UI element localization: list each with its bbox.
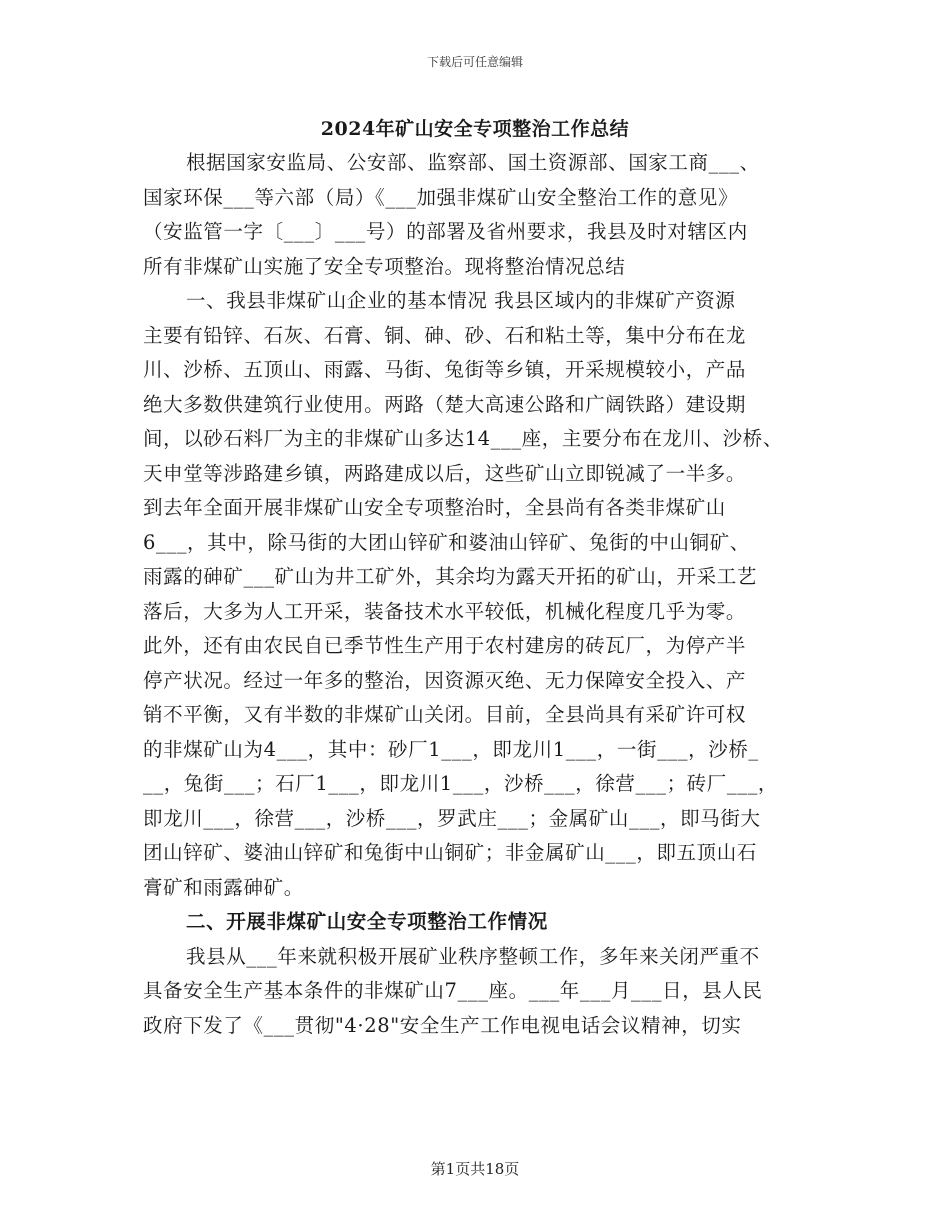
text-line: 绝大多数供建筑行业使用。两路（楚大高速公路和广阔铁路）建设期: [143, 392, 747, 416]
text-line: 政府下发了《___贯彻"4·28"安全生产工作电视电话会议精神，切实: [143, 1013, 742, 1037]
text-line: 团山锌矿、婆油山锌矿和兔街中山铜矿；非金属矿山___，即五顶山石: [143, 841, 757, 864]
text-line: 销不平衡，又有半数的非煤矿山关闭。目前，全县尚具有采矿许可权: [143, 703, 747, 726]
text-line: 一、我县非煤矿山企业的基本情况 我县区域内的非煤矿产资源: [186, 289, 736, 312]
text-line: 停产状况。经过一年多的整治，因资源灭绝、无力保障安全投入、产: [143, 668, 747, 692]
text-line: 膏矿和雨露砷矿。: [143, 875, 304, 899]
header-note: 下载后可任意编辑: [426, 55, 523, 69]
text-line: __，兔街___；石厂1___，即龙川1___，沙桥___，徐营___；砖厂___，: [143, 772, 779, 795]
text-line: 根据国家安监局、公安部、监察部、国土资源部、国家工商___、: [186, 151, 760, 174]
text-line: 我县从___年来就积极开展矿业秩序整顿工作，多年来关闭严重不: [186, 944, 760, 968]
text-line: 天申堂等涉路建乡镇，两路建成以后，这些矿山立即锐减了一半多。: [143, 461, 747, 485]
text-line: 主要有铅锌、石灰、石膏、铜、砷、砂、石和粘土等，集中分布在龙: [143, 323, 747, 347]
text-line: 雨露的砷矿___矿山为井工矿外，其余均为露天开拓的矿山，开采工艺: [143, 565, 757, 588]
document-body: [143, 146, 823, 1043]
section-heading: 二、开展非煤矿山安全专项整治工作情况: [186, 910, 548, 933]
text-line: （安监管一字〔___〕___号）的部署及省州要求，我县及时对辖区内: [143, 220, 748, 243]
text-line: 此外，还有由农民自已季节性生产用于农村建房的砖瓦厂，为停产半: [143, 634, 747, 657]
text-line: 的非煤矿山为4___，其中：砂厂1___，即龙川1___，一街___，沙桥_: [143, 737, 759, 761]
document-title: 2024年矿山安全专项整治工作总结: [320, 118, 630, 140]
text-line: 6___，其中，除马街的大团山锌矿和婆油山锌矿、兔街的中山铜矿、: [143, 530, 750, 554]
text-line: 所有非煤矿山实施了安全专项整治。现将整治情况总结: [143, 254, 626, 278]
page-number: 第1页共18页: [430, 1160, 520, 1178]
text-line: 国家环保___等六部（局）《___加强非煤矿山安全整治工作的意见》: [143, 185, 739, 209]
text-line: 到去年全面开展非煤矿山安全专项整治时，全县尚有各类非煤矿山: [143, 496, 726, 519]
text-line: 川、沙桥、五顶山、雨露、马街、兔街等乡镇，开采规模较小，产品: [143, 358, 747, 381]
text-line: 间，以砂石料厂为主的非煤矿山多达14___座，主要分布在龙川、沙桥、: [143, 427, 783, 450]
text-line: 具备安全生产基本条件的非煤矿山7___座。___年___月___日，县人民: [143, 979, 763, 1002]
text-line: 即龙川___，徐营___，沙桥___，罗武庄___；金属矿山___，即马街大: [143, 806, 761, 830]
text-line: 落后，大多为人工开采，装备技术水平较低，机械化程度几乎为零。: [143, 599, 747, 623]
